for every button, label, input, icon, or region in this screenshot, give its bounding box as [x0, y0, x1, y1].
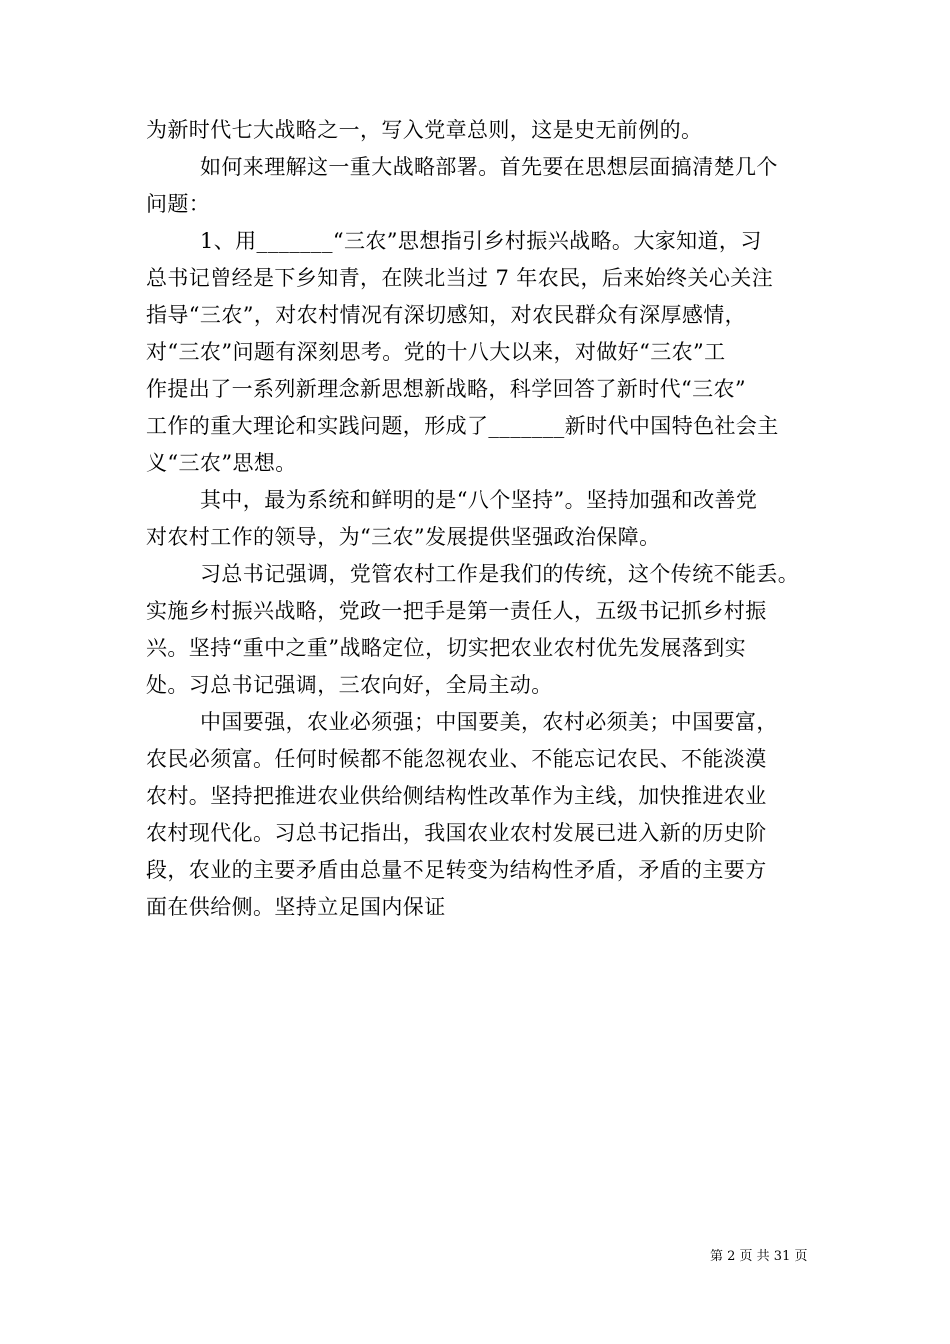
text-line: 农村。坚持把推进农业供给侧结构性改革作为主线，加快推进农业	[146, 784, 767, 808]
text-line: 处。习总书记强调，三农向好，全局主动。	[146, 673, 553, 697]
text-line: 面在供给侧。坚持立足国内保证	[146, 895, 446, 919]
paragraph-start-line: 如何来理解这一重大战略部署。首先要在思想层面搞清楚几个	[200, 155, 778, 179]
text-line: 为新时代七大战略之一，写入党章总则，这是史无前例的。	[146, 118, 703, 142]
text-line: 对“三农”问题有深刻思考。党的十八大以来，对做好“三农”工	[146, 340, 726, 364]
text-line: 总书记曾经是下乡知青，在陕北当过 7 年农民，后来始终关心关注	[146, 266, 774, 290]
document-body	[146, 112, 812, 926]
text-line: 段，农业的主要矛盾由总量不足转变为结构性矛盾，矛盾的主要方	[146, 858, 767, 882]
text-line: 兴。坚持“重中之重”战略定位，切实把农业农村优先发展落到实	[146, 636, 747, 660]
text-line: 农民必须富。任何时候都不能忽视农业、不能忘记农民、不能淡漠	[146, 747, 767, 771]
paragraph-start-line: 1、用_______“三农”思想指引乡村振兴战略。大家知道，习	[200, 229, 762, 253]
text-line: 工作的重大理论和实践问题，形成了_______新时代中国特色社会主	[146, 414, 779, 438]
text-line: 农村现代化。习总书记指出，我国农业农村发展已进入新的历史阶	[146, 821, 767, 845]
paragraph-start-line: 中国要强，农业必须强；中国要美，农村必须美；中国要富，	[200, 710, 778, 734]
page-number-footer: 第 2 页 共 31 页	[710, 1249, 808, 1264]
paragraph-start-line: 其中，最为系统和鲜明的是“八个坚持”。坚持加强和改善党	[200, 488, 758, 512]
text-line: 问题：	[146, 192, 211, 216]
text-line: 对农村工作的领导，为“三农”发展提供坚强政治保障。	[146, 525, 661, 549]
text-line: 作提出了一系列新理念新思想新战略，科学回答了新时代“三农”	[146, 377, 747, 401]
text-line: 指导“三农”，对农村情况有深切感知，对农民群众有深厚感情，	[146, 303, 747, 327]
text-line: 义“三农”思想。	[146, 451, 297, 475]
paragraph-start-line: 习总书记强调，党管农村工作是我们的传统，这个传统不能丢。	[200, 562, 800, 586]
text-line: 实施乡村振兴战略，党政一把手是第一责任人，五级书记抓乡村振	[146, 599, 767, 623]
